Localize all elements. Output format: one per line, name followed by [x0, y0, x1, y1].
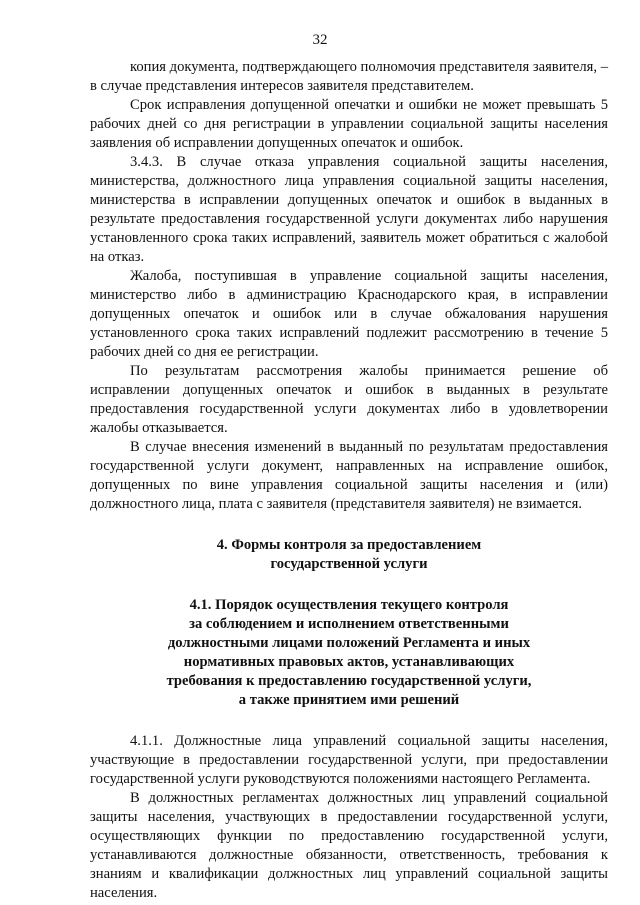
section-4-1-heading-line: должностными лицами положений Регламента и иных: [167, 635, 531, 651]
paragraph-complaint-decision: По результатам рассмотрения жалобы принимается решение об исправлении допущенных опечаток и ошибок в выданных в результате предоставления государственной услуги документах либо в удовлетворении жалобы отказывается.: [90, 363, 608, 436]
paragraph-job-regulations: В должностных регламентах должностных лиц управлений социальной защиты населения, участвующих в предоставлении государственной услуги, осуществляющих функции по предоставлению государственной услуги, устанавливаются должностные обязанности, ответственность, требования к знаниям и квалификации должностных лиц управлений социальной защиты населения.: [90, 790, 608, 901]
paragraph-correction-deadline: Срок исправления допущенной опечатки и ошибки не может превышать 5 рабочих дней со дня регистрации в управлении социальной защиты населения заявления об исправлении допущенных опечаток и ошибок.: [90, 97, 608, 151]
section-4-1-heading-line: а также принятием ими решений: [238, 692, 460, 708]
document-body: [90, 58, 608, 903]
paragraph-representative-copy: копия документа, подтверждающего полномочия представителя заявителя, – в случае представления интересов заявителя представителем.: [90, 59, 608, 94]
section-4-heading-line: государственной услуги: [270, 556, 428, 572]
section-4-1-heading: [90, 596, 608, 710]
section-4-1-heading-line: 4.1. Порядок осуществления текущего контроля: [189, 597, 509, 613]
paragraph-4-1-1: 4.1.1. Должностные лица управлений социальной защиты населения, участвующие в предоставлении государственной услуги, при предоставлении государственной услуги руководствуются положениями настоящего Регламента.: [90, 733, 608, 787]
section-4-heading: [90, 536, 608, 574]
section-4-1-heading-line: нормативных правовых актов, устанавливающих: [183, 654, 515, 670]
section-4-1-heading-line: требования к предоставлению государственной услуги,: [166, 673, 532, 689]
paragraph-no-fee: В случае внесения изменений в выданный по результатам предоставления государственной услуги документ, направленных на исправление ошибок, допущенных по вине управления социальной защиты населения и (или) должностного лица, плата с заявителя (представителя заявителя) не взимается.: [90, 439, 608, 512]
section-4-heading-line: 4. Формы контроля за предоставлением: [216, 537, 482, 553]
paragraph-complaint-review: Жалоба, поступившая в управление социальной защиты населения, министерство либо в администрацию Краснодарского края, в исправлении допущенных опечаток и ошибок или в случае обжалования нарушения установленного срока таких исправлений подлежит рассмотрению в течение 5 рабочих дней со дня ее регистрации.: [90, 268, 608, 360]
page-number: 32: [312, 32, 328, 48]
paragraph-3-4-3: 3.4.3. В случае отказа управления социальной защиты населения, министерства, должностного лица управления социальной защиты населения, министерства в исправлении допущенных опечаток и ошибок в выданных в результате предоставления государственной услуги документах либо нарушения установленного срока таких исправлений, заявитель может обратиться с жалобой на отказ.: [90, 154, 608, 265]
section-4-1-heading-line: за соблюдением и исполнением ответственными: [189, 616, 509, 632]
